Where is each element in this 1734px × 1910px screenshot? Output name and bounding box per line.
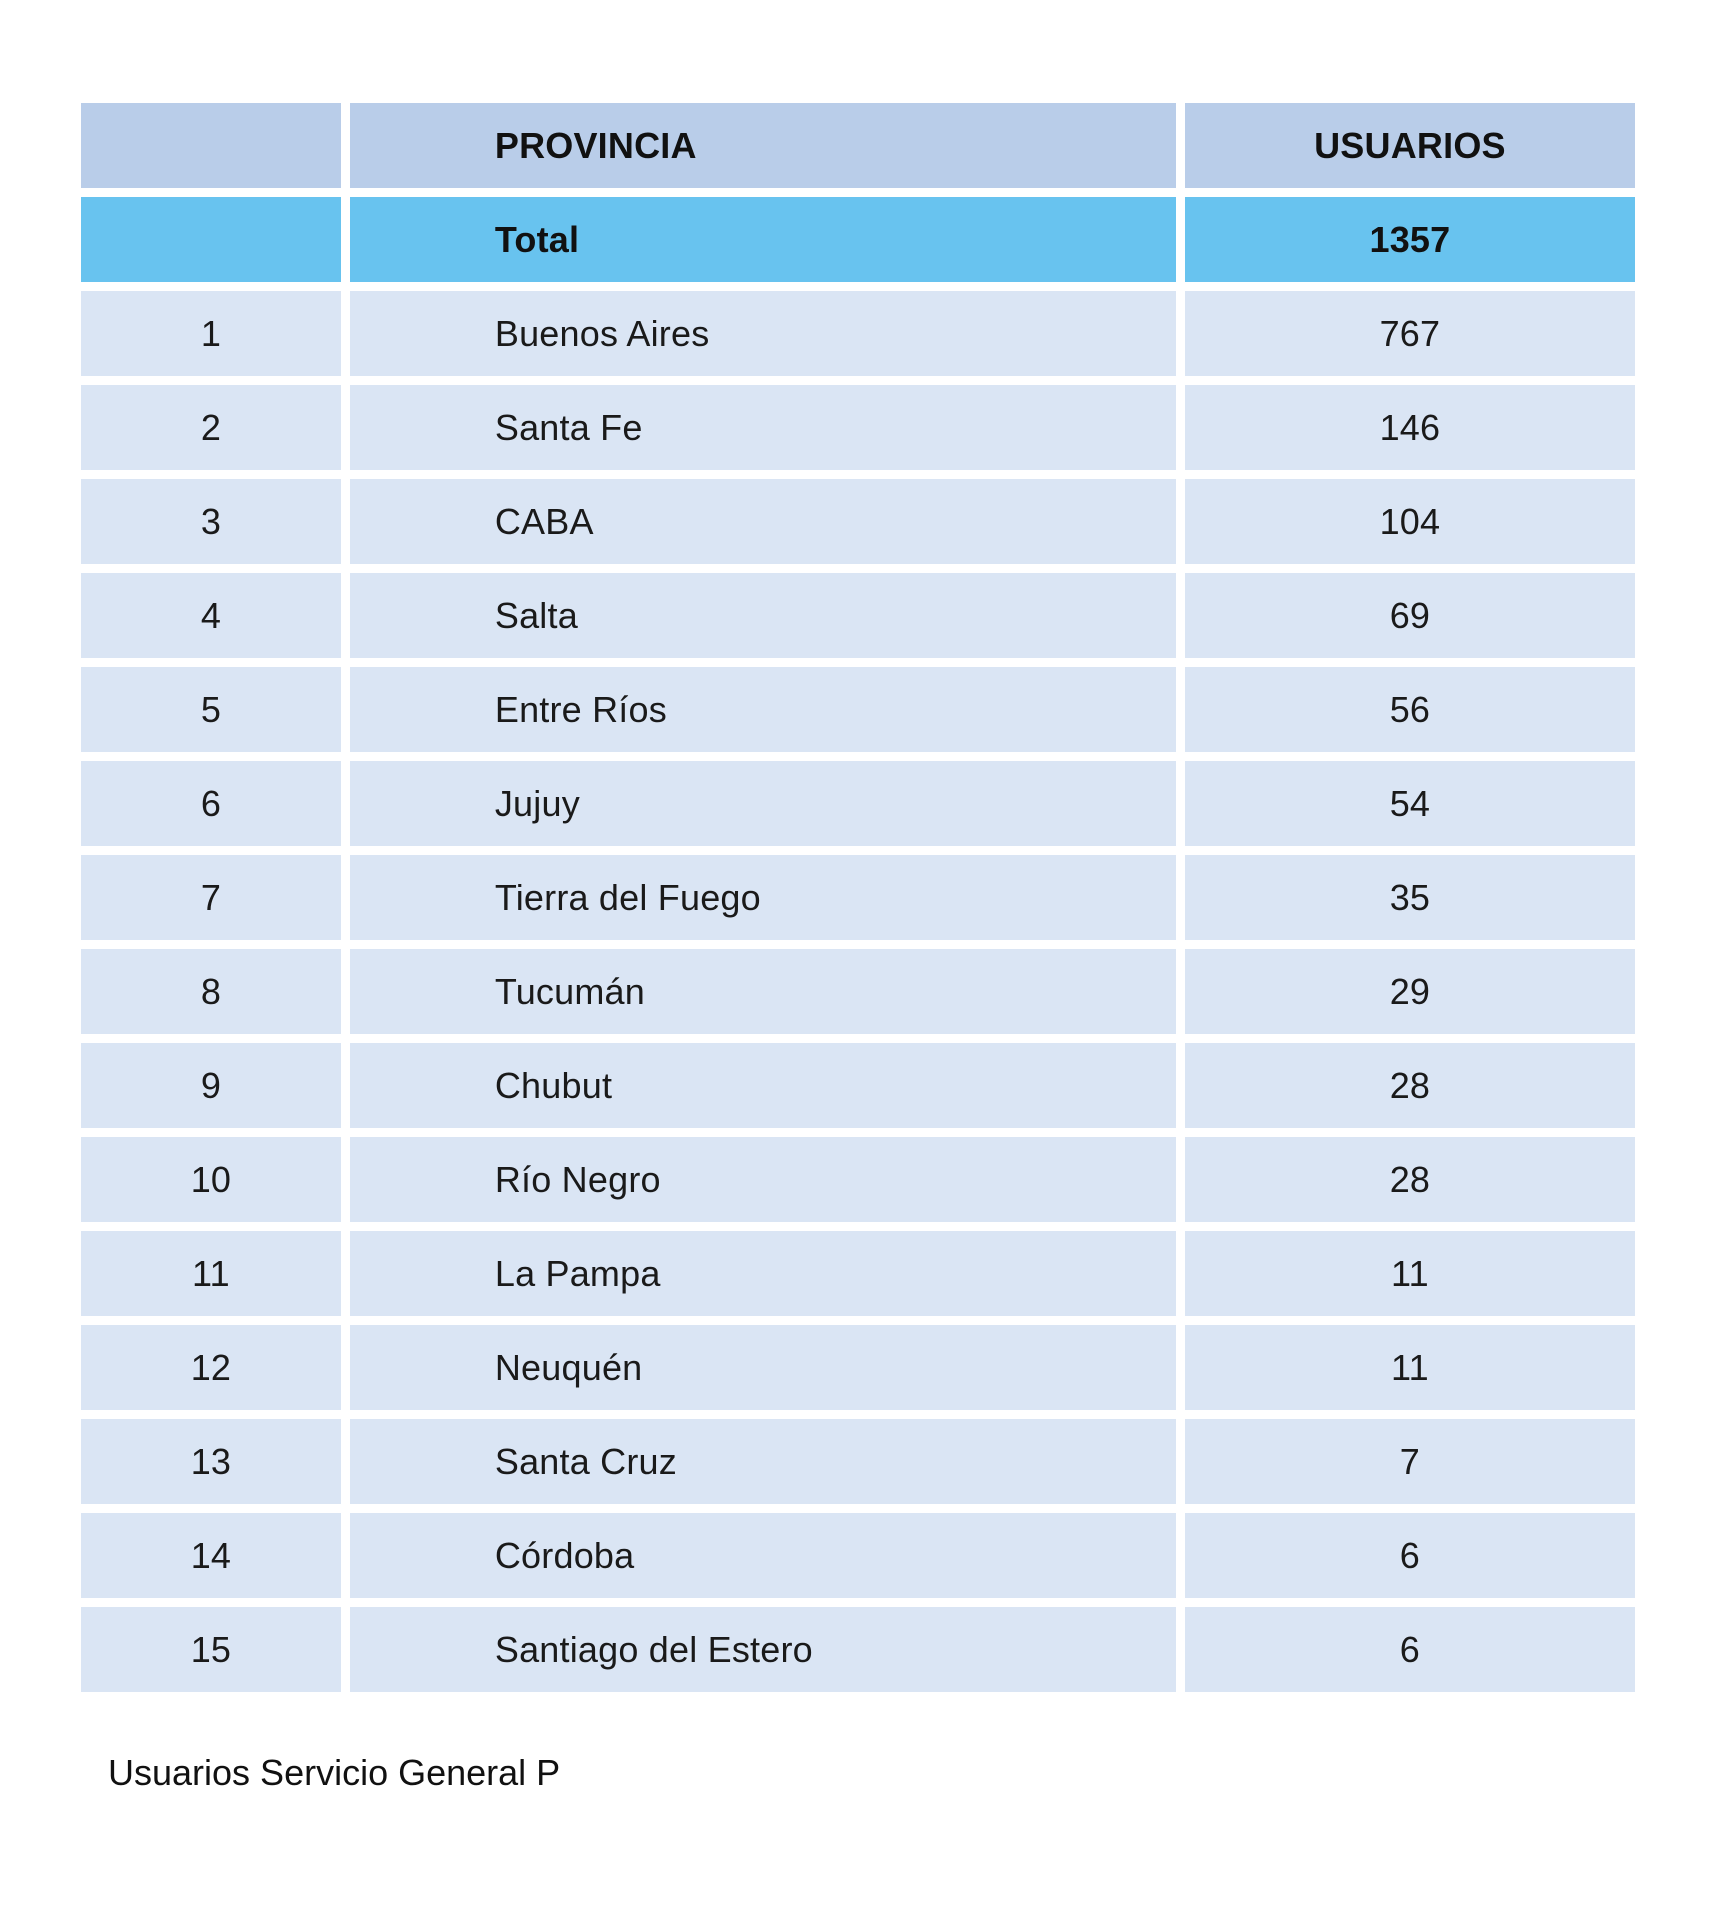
rank-cell: 3 [81,479,341,564]
province-cell: Santa Fe [350,385,1176,470]
province-cell: La Pampa [350,1231,1176,1316]
province-cell: Jujuy [350,761,1176,846]
users-cell: 29 [1185,949,1635,1034]
users-cell: 146 [1185,385,1635,470]
table-row [81,855,1635,940]
province-cell: Salta [350,573,1176,658]
users-cell: 767 [1185,291,1635,376]
table-row [81,1137,1635,1222]
rank-cell: 10 [81,1137,341,1222]
users-cell: 11 [1185,1325,1635,1410]
users-cell: 11 [1185,1231,1635,1316]
header-rank [81,103,341,188]
users-cell: 54 [1185,761,1635,846]
rank-cell: 6 [81,761,341,846]
province-cell: Tierra del Fuego [350,855,1176,940]
rank-cell: 14 [81,1513,341,1598]
total-label: Total [350,197,1176,282]
users-cell: 28 [1185,1137,1635,1222]
header-province: PROVINCIA [350,103,1176,188]
table-row [81,949,1635,1034]
rank-cell: 12 [81,1325,341,1410]
rank-cell: 2 [81,385,341,470]
table-row [81,385,1635,470]
table-row [81,479,1635,564]
users-cell: 6 [1185,1607,1635,1692]
table-row [81,573,1635,658]
total-row [81,197,1635,282]
table-row [81,761,1635,846]
table-row [81,1419,1635,1504]
rank-cell: 1 [81,291,341,376]
users-cell: 28 [1185,1043,1635,1128]
header-users: USUARIOS [1185,103,1635,188]
province-cell: Chubut [350,1043,1176,1128]
province-cell: CABA [350,479,1176,564]
province-cell: Córdoba [350,1513,1176,1598]
table-body [81,197,1635,1692]
rank-cell: 7 [81,855,341,940]
users-cell: 69 [1185,573,1635,658]
table-row [81,667,1635,752]
province-cell: Buenos Aires [350,291,1176,376]
provinces-table [72,94,1644,1701]
table-row [81,1043,1635,1128]
users-cell: 35 [1185,855,1635,940]
province-cell: Neuquén [350,1325,1176,1410]
table-row [81,1325,1635,1410]
table-row [81,1607,1635,1692]
rank-cell: 13 [81,1419,341,1504]
users-cell: 7 [1185,1419,1635,1504]
table-row [81,1231,1635,1316]
province-cell: Río Negro [350,1137,1176,1222]
total-rank-cell [81,197,341,282]
rank-cell: 8 [81,949,341,1034]
province-cell: Santiago del Estero [350,1607,1176,1692]
users-cell: 104 [1185,479,1635,564]
table-row [81,291,1635,376]
users-cell: 6 [1185,1513,1635,1598]
province-cell: Santa Cruz [350,1419,1176,1504]
rank-cell: 15 [81,1607,341,1692]
province-cell: Tucumán [350,949,1176,1034]
total-value: 1357 [1185,197,1635,282]
province-cell: Entre Ríos [350,667,1176,752]
table-header-row [81,103,1635,188]
rank-cell: 9 [81,1043,341,1128]
users-cell: 56 [1185,667,1635,752]
table-caption: Usuarios Servicio General P [108,1752,561,1793]
rank-cell: 5 [81,667,341,752]
table-row [81,1513,1635,1598]
rank-cell: 11 [81,1231,341,1316]
rank-cell: 4 [81,573,341,658]
